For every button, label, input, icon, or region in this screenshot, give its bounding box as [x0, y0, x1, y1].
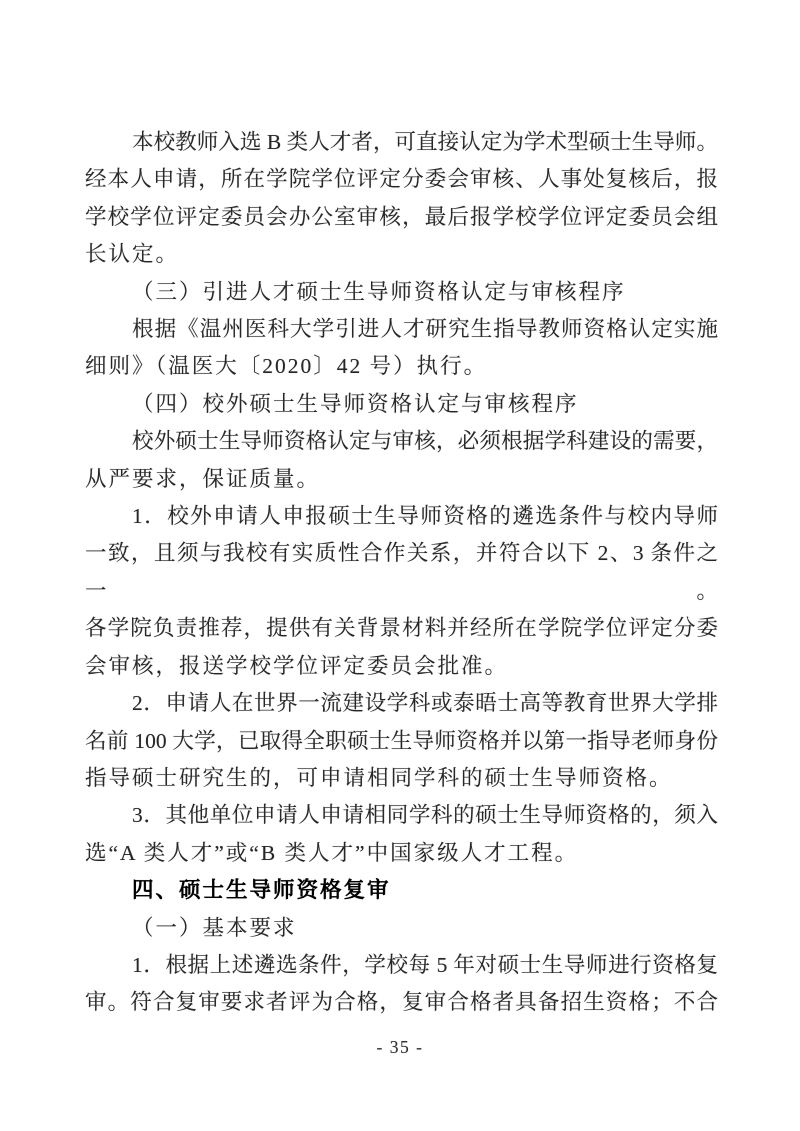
paragraph-line: 长认定。: [85, 242, 180, 267]
paragraph-line: 会审核，报送学校学位评定委员会批准。: [85, 653, 509, 678]
subsection-heading-3: （三）引进人才硕士生导师资格认定与审核程序: [132, 279, 626, 304]
list-item-1-line: 1．校外申请人申报硕士生导师资格的遴选条件与校内导师: [132, 504, 718, 529]
paragraph-line: 名前 100 大学，已取得全职硕士生导师资格并以第一指导老师身份: [85, 728, 718, 753]
document-body: [85, 124, 718, 1022]
paragraph-line: 选“A 类人才”或“B 类人才”中国家级人才工程。: [85, 840, 579, 865]
paragraph-line: 根据《温州医科大学引进人才研究生指导教师资格认定实施: [132, 317, 718, 342]
subsection-heading-4: （四）校外硕士生导师资格认定与审核程序: [132, 391, 579, 416]
paragraph-line: 审。符合复审要求者评为合格，复审合格者具备招生资格；不合: [85, 990, 718, 1015]
paragraph-line: 经本人申请，所在学院学位评定分委会审核、人事处复核后，报: [85, 167, 718, 192]
paragraph-line: 学校学位评定委员会办公室审核，最后报学校学位评定委员会组: [85, 204, 718, 229]
list-item-1-line: 1．根据上述遴选条件，学校每 5 年对硕士生导师进行资格复: [132, 952, 718, 977]
paragraph-line: 各学院负责推荐，提供有关背景材料并经所在学院学位评定分委: [85, 616, 718, 641]
paragraph-line: 一致，且须与我校有实质性合作关系，并符合以下 2、3 条件之一。: [85, 541, 718, 603]
paragraph-line: 校外硕士生导师资格认定与审核，必须根据学科建设的需要，: [132, 429, 718, 454]
paragraph-line: 从严要求，保证质量。: [85, 466, 321, 491]
section-heading-4: 四、硕士生导师资格复审: [132, 878, 391, 903]
paragraph-line: 细则》（温医大〔2020〕42 号）执行。: [85, 354, 488, 379]
subsection-heading-1: （一）基本要求: [132, 915, 297, 940]
page-number: - 35 -: [376, 1037, 424, 1057]
paragraph-line: 指导硕士研究生的，可申请相同学科的硕士生导师资格。: [85, 765, 673, 790]
list-item-3-line: 3．其他单位申请人申请相同学科的硕士生导师资格的，须入: [132, 803, 718, 828]
list-item-2-line: 2．申请人在世界一流建设学科或泰晤士高等教育世界大学排: [132, 691, 718, 716]
paragraph-line: 本校教师入选 B 类人才者，可直接认定为学术型硕士生导师。: [132, 130, 718, 154]
